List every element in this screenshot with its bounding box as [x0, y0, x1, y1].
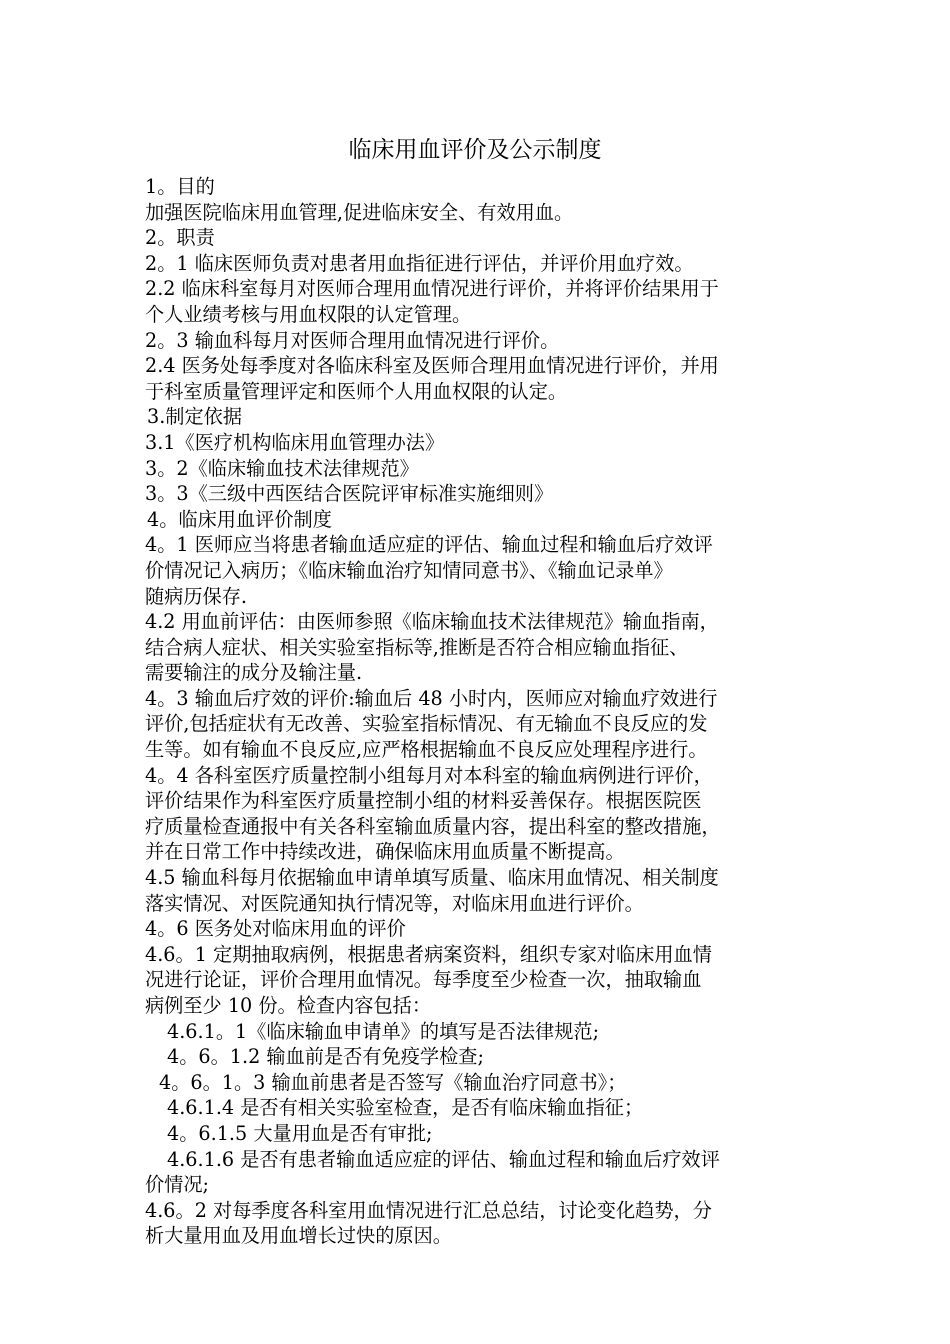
paragraph-line: 4.2 用血前评估：由医师参照《临床输血技术法律规范》输血指南，	[145, 610, 719, 634]
paragraph-line: 生等。如有输血不良反应,应严格根据输血不良反应处理程序进行。	[145, 738, 708, 762]
checklist-item: 4。6。1.2 输血前是否有免疫学检查;	[167, 1045, 484, 1069]
paragraph-line: 个人业绩考核与用血权限的认定管理。	[145, 302, 472, 326]
paragraph-line: 疗质量检查通报中有关各科室输血质量内容，提出科室的整改措施，	[145, 814, 721, 838]
paragraph-line: 3。3《三级中西医结合医院评审标准实施细则》	[145, 482, 554, 506]
paragraph-line: 病例至少 10 份。检查内容包括：	[145, 994, 432, 1017]
paragraph-line: 4.6。2 对每季度各科室用血情况进行汇总总结，讨论变化趋势，分	[145, 1198, 712, 1222]
paragraph-line: 落实情况、对医院通知执行情况等，对临床用血进行评价。	[145, 891, 644, 915]
paragraph-line: 况进行论证，评价合理用血情况。每季度至少检查一次，抽取输血	[145, 968, 702, 992]
paragraph-line: 2.2 临床科室每月对医师合理用血情况进行评价，并将评价结果用于	[145, 277, 719, 301]
paragraph-line: 评价结果作为科室医疗质量控制小组的材料妥善保存。根据医院医	[145, 789, 702, 813]
paragraph-line: 2.4 医务处每季度对各临床科室及医师合理用血情况进行评价，并用	[145, 354, 719, 378]
paragraph-line: 析大量用血及用血增长过快的原因。	[145, 1224, 452, 1248]
checklist-item: 4。6。1。3 输血前患者是否签写《输血治疗同意书》；	[159, 1070, 627, 1094]
paragraph-line: 并在日常工作中持续改进，确保临床用血质量不断提高。	[145, 840, 625, 864]
checklist-item: 4.6.1。1《临床输血申请单》的填写是否法律规范;	[167, 1019, 600, 1043]
paragraph-line: 加强医院临床用血管理,促进临床安全、有效用血。	[145, 200, 574, 224]
checklist-item: 4。6.1.5 大量用血是否有审批;	[167, 1121, 433, 1145]
paragraph-line: 3.1《医疗机构临床用血管理办法》	[145, 430, 445, 454]
document-body	[145, 174, 835, 1249]
paragraph-line: 2。3 输血科每月对医师合理用血情况进行评价。	[145, 328, 560, 352]
paragraph-line: 价情况记入病历；《临床输血治疗知情同意书》、《输血记录单》	[145, 558, 673, 582]
checklist-item: 4.6.1.6 是否有患者输血适应症的评估、输血过程和输血后疗效评	[167, 1147, 720, 1171]
paragraph-line: 2。1 临床医师负责对患者用血指征进行评估，并评价用血疗效。	[145, 251, 694, 275]
paragraph-line: 价情况;	[145, 1173, 210, 1197]
section-heading-responsibilities: 2。职责	[145, 226, 215, 250]
section-heading-purpose: 1。目的	[145, 175, 215, 198]
paragraph-line: 4。4 各科室医疗质量控制小组每月对本科室的输血病例进行评价，	[145, 763, 713, 787]
paragraph-line: 4。3 输血后疗效的评价:输血后 48 小时内，医师应对输血疗效进行	[145, 686, 718, 710]
section-heading-basis: 3.制定依据	[147, 405, 243, 429]
paragraph-line: 于科室质量管理评定和医师个人用血权限的认定。	[145, 379, 568, 403]
document-title: 临床用血评价及公示制度	[348, 137, 602, 163]
paragraph-line: 4.6。1 定期抽取病例，根据患者病案资料，组织专家对临床用血情	[145, 942, 712, 966]
paragraph-line: 评价,包括症状有无改善、实验室指标情况、有无输血不良反应的发	[145, 712, 708, 736]
paragraph-line: 4。1 医师应当将患者输血适应症的评估、输血过程和输血后疗效评	[145, 533, 713, 557]
section-heading-evaluation: 4。临床用血评价制度	[147, 507, 332, 531]
paragraph-line: 4.5 输血科每月依据输血申请单填写质量、临床用血情况、相关制度	[145, 866, 719, 890]
paragraph-line: 需要输注的成分及输注量.	[145, 661, 363, 685]
paragraph-line: 4。6 医务处对临床用血的评价	[145, 917, 406, 941]
checklist-item: 4.6.1.4 是否有相关实验室检查，是否有临床输血指征；	[167, 1096, 644, 1120]
paragraph-line: 3。2《临床输血技术法律规范》	[145, 456, 419, 480]
paragraph-line: 结合病人症状、相关实验室指标等,推断是否符合相应输血指征、	[145, 635, 689, 659]
paragraph-line: 随病历保存.	[145, 584, 248, 608]
